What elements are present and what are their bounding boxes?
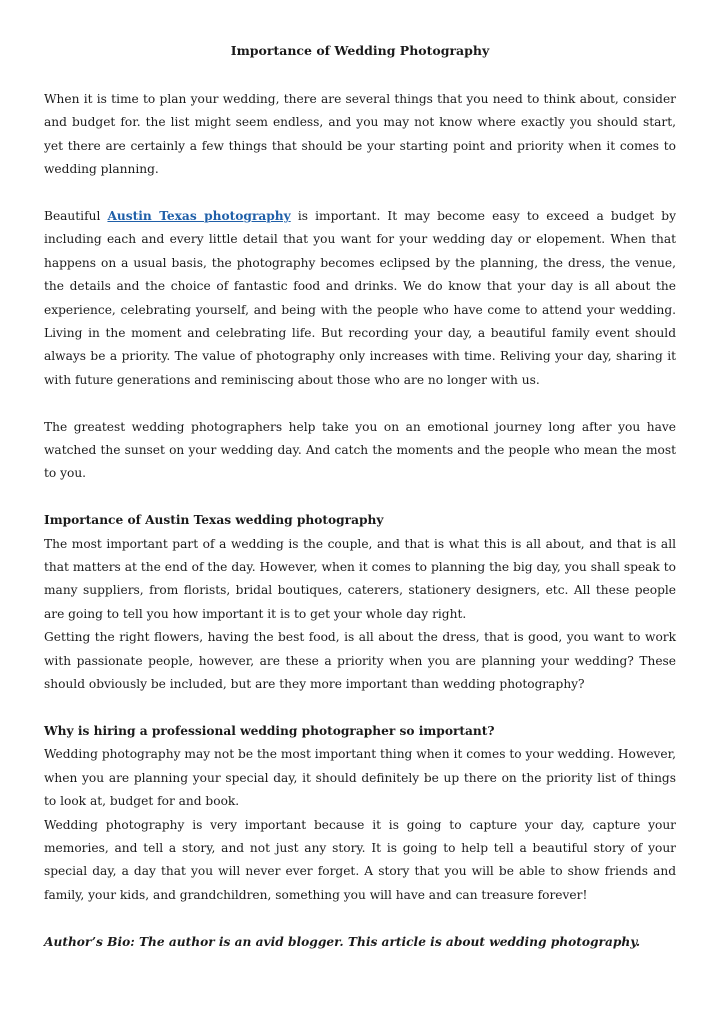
section-heading-why-hire: Why is hiring a professional wedding photographer so important? xyxy=(44,723,495,738)
austin-texas-photography-link[interactable]: Austin Texas photography xyxy=(107,209,291,224)
paragraph-gap xyxy=(44,486,676,509)
section-why-hire-paragraph-2: Wedding photography is very important because it is going to capture your day, capture your memories, and tell a story, and not just any story. It is going to help tell a beautiful story of your special day, a day that you will never ever forget. A story that you will be able to show friends and family, your kids, and grandchildren, something you will have and can treasure forever! xyxy=(44,817,676,902)
paragraph-lead-text: Beautiful xyxy=(44,209,108,224)
photography-paragraph xyxy=(44,205,676,392)
section-heading-importance: Importance of Austin Texas wedding photography xyxy=(44,513,384,528)
author-bio: Author’s Bio: The author is an avid blogger. This article is about wedding photography. xyxy=(44,934,641,949)
section-importance-paragraph-1: The most important part of a wedding is the couple, and that is what this is all about, and that is all that matters at the end of the day. However, when it comes to planning the big day, you shall speak to many suppliers, from florists, bridal boutiques, caterers, stationery designers, etc. All these people are going to tell you how important it is to get your whole day right. xyxy=(44,536,676,621)
document-title: Importance of Wedding Photography xyxy=(230,43,490,58)
paragraph-gap xyxy=(44,392,676,415)
photographers-paragraph: The greatest wedding photographers help take you on an emotional journey long after you have watched the sunset on your wedding day. And catch the moments and the people who mean the most to you. xyxy=(44,419,676,481)
document-body xyxy=(44,88,676,954)
paragraph-gap xyxy=(44,907,676,930)
paragraph-gap xyxy=(44,697,676,720)
section-why-hire-paragraph-1: Wedding photography may not be the most important thing when it comes to your wedding. However, when you are planning your special day, it should definitely be up there on the priority list of things to look at, budget for and book. xyxy=(44,747,676,809)
section-importance-paragraph-2: Getting the right flowers, having the best food, is all about the dress, that is good, you want to work with passionate people, however, are these a priority when you are planning your wedding? These should obviously be included, but are they more important than wedding photography? xyxy=(44,630,676,692)
paragraph-tail-text: is important. It may become easy to exceed a budget by including each and every little detail that you want for your wedding day or elopement. When that happens on a usual basis, the photography becomes eclipsed by the planning, the dress, the venue, the details and the choice of fantastic food and drinks. We do know that your day is all about the experience, celebrating yourself, and being with the people who have come to attend your wedding. Living in the moment and celebrating life. But recording your day, a beautiful family event should always be a priority. The value of photography only increases with time. Reliving your day, sharing it with future generations and reminiscing about those who are no longer with us. xyxy=(44,209,676,387)
intro-paragraph: When it is time to plan your wedding, there are several things that you need to think about, consider and budget for. the list might seem endless, and you may not know where exactly you should start, yet there are certainly a few things that should be your starting point and priority when it comes to wedding planning. xyxy=(44,92,676,177)
paragraph-gap xyxy=(44,182,676,205)
